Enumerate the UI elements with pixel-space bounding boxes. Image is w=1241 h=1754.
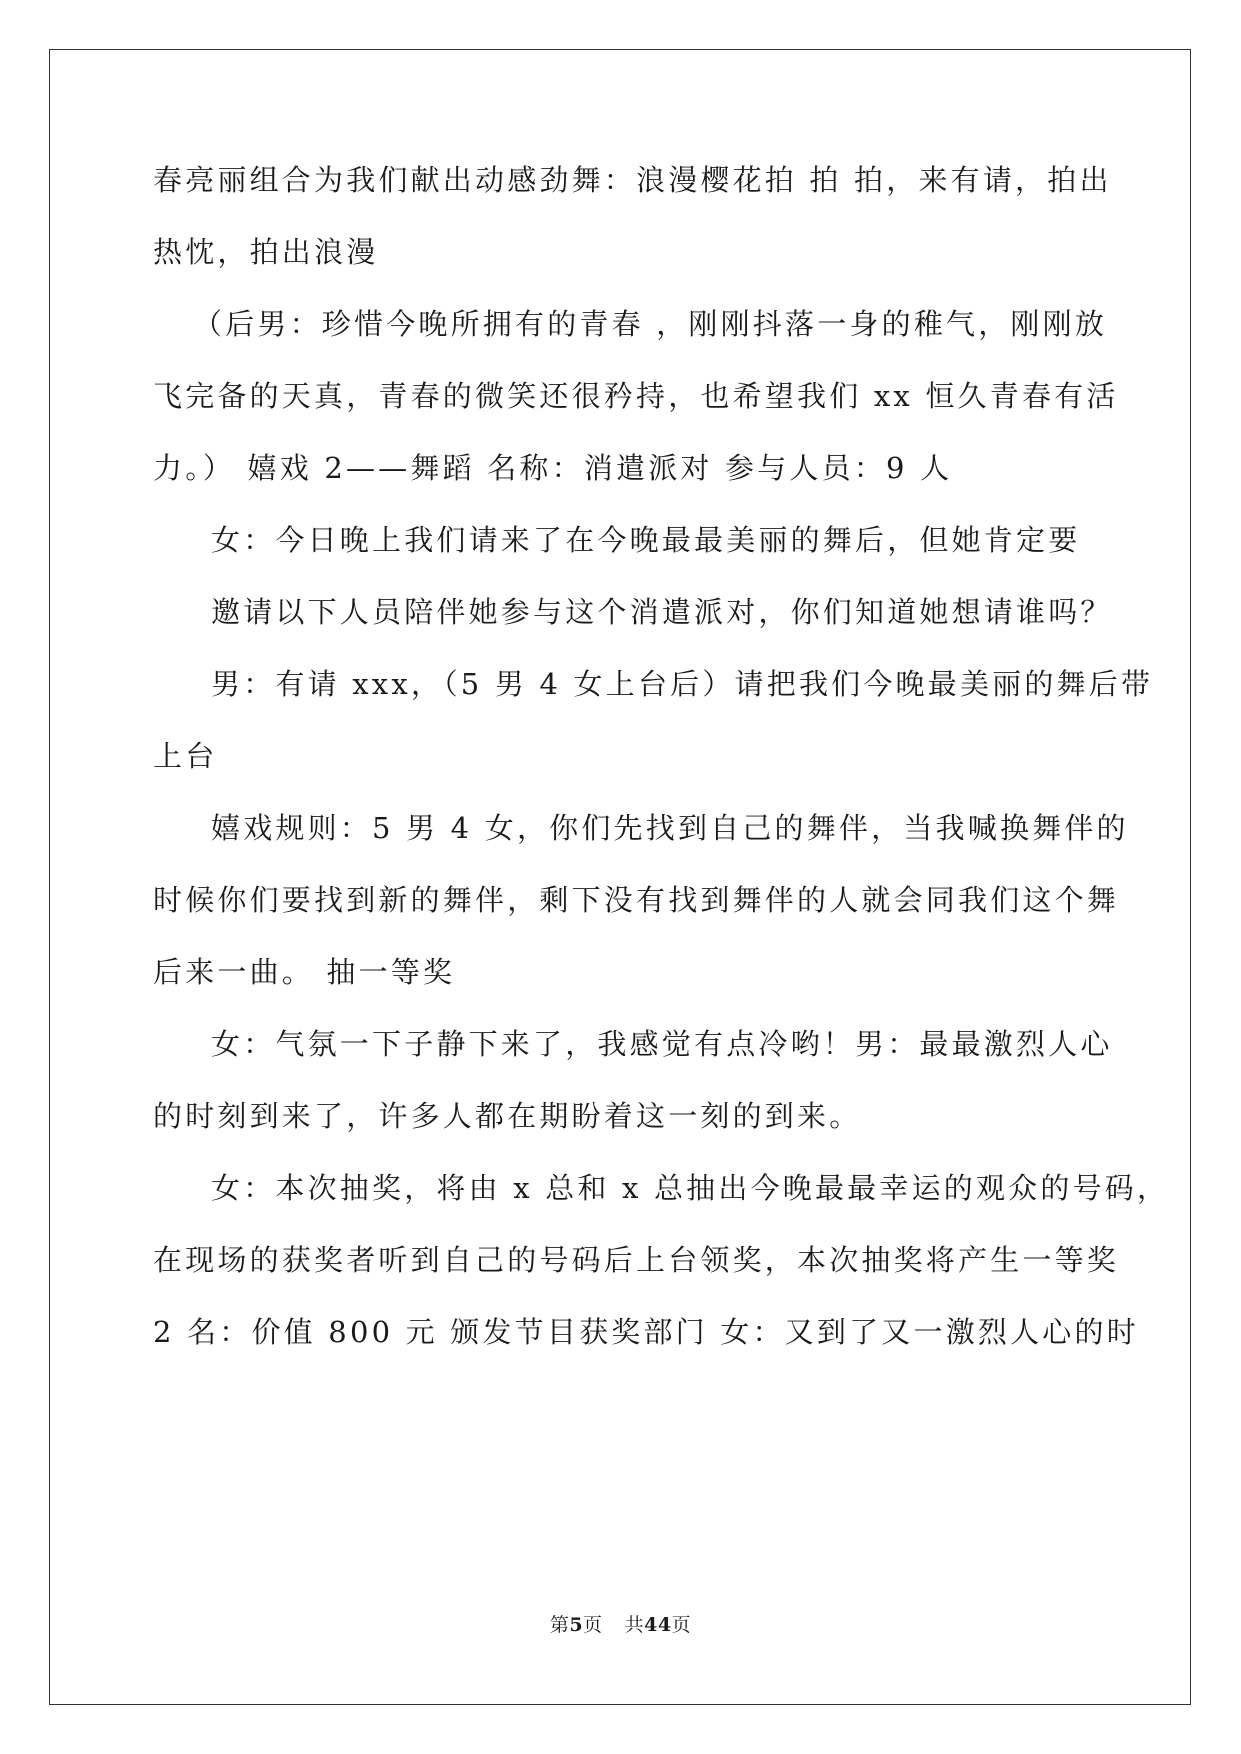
text-line: （后男：珍惜今晚所拥有的青春 ，刚刚抖落一身的稚气，刚刚放 [193,307,1108,341]
page-prefix: 第 [549,1614,570,1636]
page-footer [0,1613,1241,1637]
text-line: 的时刻到来了，许多人都在期盼着这一刻的到来。 [153,1099,862,1133]
text-line: 上台 [153,739,218,773]
text-line: 女：今日晚上我们请来了在今晚最最美丽的舞后，但她肯定要 [211,523,1081,557]
text-line: 嬉戏规则：5 男 4 女，你们先找到自己的舞伴，当我喊换舞伴的 [211,811,1129,845]
total-suffix: 页 [671,1614,692,1636]
page-border [49,49,1191,1705]
page-suffix: 页 [583,1614,603,1636]
text-line: 春亮丽组合为我们献出动感劲舞：浪漫樱花拍 拍 拍，来有请，拍出 [153,163,1112,197]
text-line: 女：气氛一下子静下来了，我感觉有点冷哟！男：最最激烈人心 [211,1027,1113,1061]
total-pages: 44 [644,1614,672,1636]
text-line: 2 名：价值 800 元 颁发节目获奖部门 女：又到了又一激烈人心的时 [153,1315,1139,1349]
text-line: 在现场的获奖者听到自己的号码后上台领奖，本次抽奖将产生一等奖 [153,1243,1120,1277]
text-line: 飞完备的天真，青春的微笑还很矜持，也希望我们 xx 恒久青春有活 [153,379,1119,413]
text-line: 女：本次抽奖，将由 x 总和 x 总抽出今晚最最幸运的观众的号码， [211,1171,1170,1205]
page-number: 5 [569,1614,584,1636]
text-line: 力。） 嬉戏 2——舞蹈 名称：消遣派对 参与人员：9 人 [153,451,953,485]
text-line: 时候你们要找到新的舞伴，剩下没有找到舞伴的人就会同我们这个舞 [153,883,1120,917]
text-line: 后来一曲。 抽一等奖 [153,955,456,989]
text-line: 男：有请 xxx，（5 男 4 女上台后）请把我们今晚最美丽的舞后带 [211,667,1154,701]
text-line: 热忱，拍出浪漫 [153,235,379,269]
text-line: 邀请以下人员陪伴她参与这个消遣派对，你们知道她想请谁吗？ [211,595,1113,629]
total-prefix: 共 [624,1614,645,1636]
